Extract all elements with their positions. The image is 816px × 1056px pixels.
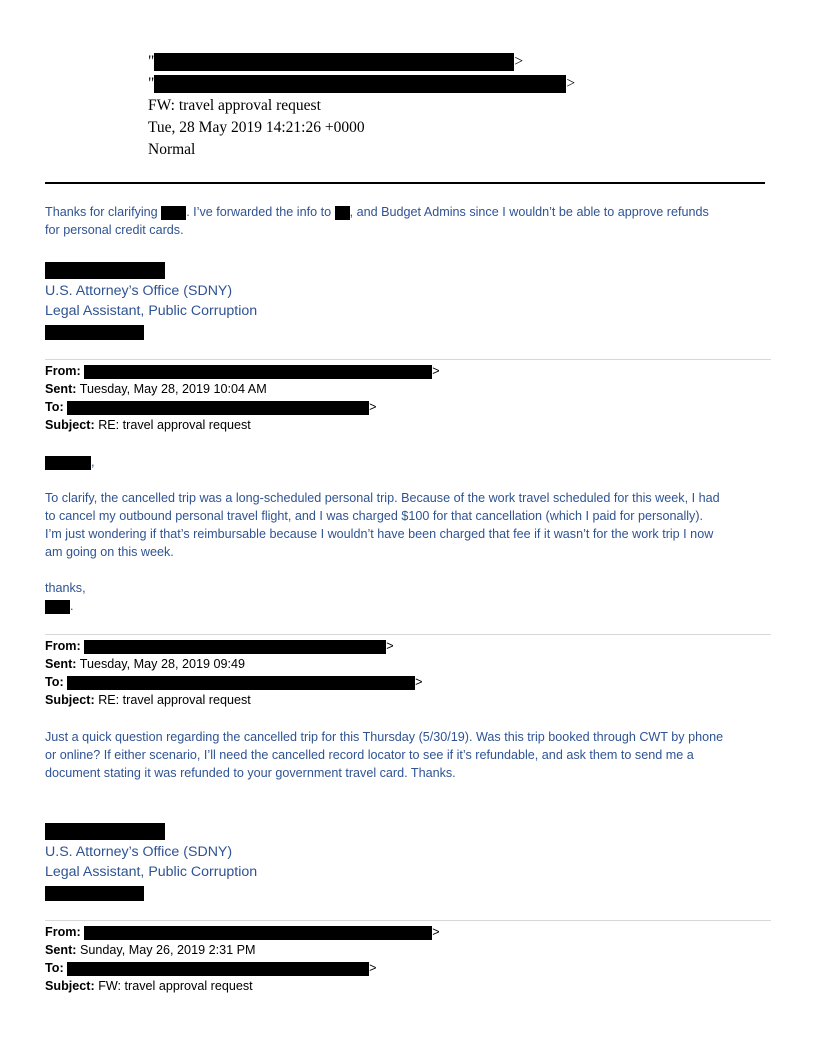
to-suffix: > [369, 961, 377, 975]
message-divider [45, 920, 771, 921]
header-date: Tue, 28 May 2019 14:21:26 +0000 [148, 119, 365, 136]
reply-text: for personal credit cards. [45, 223, 184, 237]
redaction-block [45, 325, 144, 340]
redaction-block [45, 262, 165, 279]
header-to-prefix: " [148, 75, 155, 92]
to-label: To: [45, 400, 64, 414]
to-suffix: > [369, 400, 377, 414]
subject-label: Subject: [45, 693, 95, 707]
reply-text: Thanks for clarifying [45, 205, 158, 219]
redaction-block [67, 962, 369, 976]
redaction-block [45, 456, 91, 470]
from-label: From: [45, 639, 81, 653]
redaction-block [45, 600, 70, 614]
sent-value: Sunday, May 26, 2019 2:31 PM [79, 943, 256, 957]
reply-text: , and Budget Admins since I wouldn’t be able to approve refunds [349, 205, 709, 219]
message-header [45, 364, 440, 436]
message-divider [45, 634, 771, 635]
sent-label: Sent: [45, 943, 77, 957]
to-label: To: [45, 675, 64, 689]
header-divider [45, 182, 765, 184]
redaction-block [45, 886, 144, 901]
from-suffix: > [432, 925, 440, 939]
header-to-suffix: > [566, 75, 576, 92]
message-body: Just a quick question regarding the cancelled trip for this Thursday (5/30/19). Was this trip booked through CWT by phone or online? If either scenario, I’ll need the cancelled record locator to see if it’s refundable, and ask them to send me a document stating it was refunded to your government travel card. Thanks. [45, 730, 724, 780]
reply-body [45, 203, 775, 239]
signature-title: Legal Assistant, Public Corruption [45, 303, 258, 319]
message-header [45, 925, 440, 997]
message-divider [45, 359, 771, 360]
redaction-block [45, 823, 165, 840]
redaction-block [161, 206, 186, 220]
message-header [45, 639, 423, 711]
from-label: From: [45, 925, 81, 939]
redaction-block [84, 640, 386, 654]
message-closing: thanks, . [45, 581, 86, 613]
header-from-suffix: > [514, 53, 524, 70]
signature-title: Legal Assistant, Public Corruption [45, 864, 258, 880]
subject-value: FW: travel approval request [98, 979, 253, 993]
redaction-block [335, 206, 350, 220]
subject-value: RE: travel approval request [98, 693, 251, 707]
redaction-block [67, 676, 415, 690]
sent-value: Tuesday, May 28, 2019 09:49 [79, 657, 245, 671]
redaction-block [67, 401, 369, 415]
from-label: From: [45, 364, 81, 378]
message-body: To clarify, the cancelled trip was a long-scheduled personal trip. Because of the work travel scheduled for this week, I had to cancel my outbound personal travel flight, and I was charged $100 for that cancellation (which I paid for personally). I’m just wondering if that’s reimbursable because I wouldn’t have been charged that fee if it wasn’t for the work trip I now am going on this week. [45, 491, 720, 559]
signature [45, 281, 257, 321]
redaction-block [154, 75, 566, 93]
signature [45, 842, 257, 882]
signature-office: U.S. Attorney’s Office (SDNY) [45, 844, 233, 860]
message-greeting: , [45, 453, 775, 471]
reply-text: . I’ve forwarded the info to [186, 205, 332, 219]
signature-office: U.S. Attorney’s Office (SDNY) [45, 283, 233, 299]
subject-value: RE: travel approval request [98, 418, 251, 432]
subject-label: Subject: [45, 979, 95, 993]
sent-label: Sent: [45, 657, 77, 671]
to-suffix: > [415, 675, 423, 689]
from-suffix: > [386, 639, 394, 653]
redaction-block [154, 53, 514, 71]
to-label: To: [45, 961, 64, 975]
sent-value: Tuesday, May 28, 2019 10:04 AM [79, 382, 267, 396]
header-from-prefix: " [148, 53, 155, 70]
sent-label: Sent: [45, 382, 77, 396]
header-subject: FW: travel approval request [148, 97, 321, 114]
from-suffix: > [432, 364, 440, 378]
redaction-block [84, 926, 432, 940]
subject-label: Subject: [45, 418, 95, 432]
header-importance: Normal [148, 141, 196, 158]
redaction-block [84, 365, 432, 379]
